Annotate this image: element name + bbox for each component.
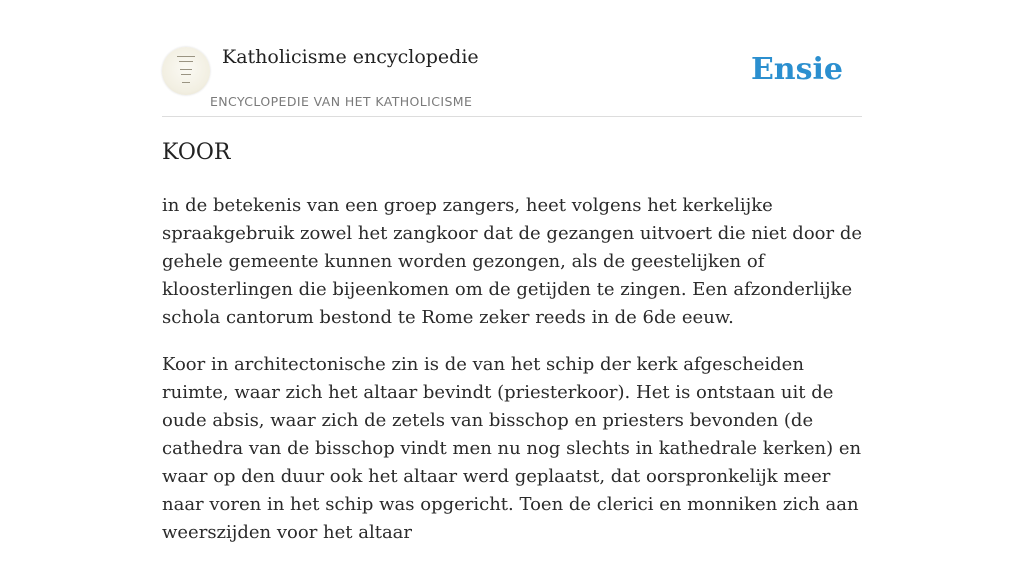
logo-line xyxy=(182,82,190,83)
article-body xyxy=(162,192,862,566)
logo-line xyxy=(177,56,195,57)
article-paragraph: in de betekenis van een groep zangers, heet volgens het kerkelijke spraakgebruik zowel het zangkoor dat de gezangen uitvoert die niet door de gehele gemeente kunnen worden gezongen, als de geestelijken of kloosterlingen die bijeenkomen om de getijden te zingen. Een afzonderlijke schola cantorum bestond te Rome zeker reeds in de 6de eeuw. xyxy=(162,195,862,328)
brand-logo-link[interactable]: Ensie xyxy=(750,52,843,87)
article-title: KOOR xyxy=(162,140,231,165)
logo-line xyxy=(181,74,191,75)
site-subtitle: ENCYCLOPEDIE VAN HET KATHOLICISME xyxy=(210,94,473,109)
logo-line xyxy=(180,69,192,70)
article-paragraph: Koor in architectonische zin is de van het schip der kerk afgescheiden ruimte, waar zich het altaar bevindt (priesterkoor). Het is ontstaan uit de oude absis, waar zich de zetels van bisschop en priesters bevonden (de cathedra van de bisschop vindt men nu nog slechts in kathedrale kerken) en waar op den duur ook het altaar werd geplaatst, dat oorspronkelijk meer naar voren in het schip was opgericht. Toen de clerici en monniken zich aan weerszijden voor het altaar xyxy=(162,354,862,543)
book-cover-icon[interactable] xyxy=(162,47,210,95)
site-header xyxy=(162,40,862,117)
logo-line xyxy=(179,61,193,62)
site-title[interactable]: Katholicisme encyclopedie xyxy=(222,46,479,68)
